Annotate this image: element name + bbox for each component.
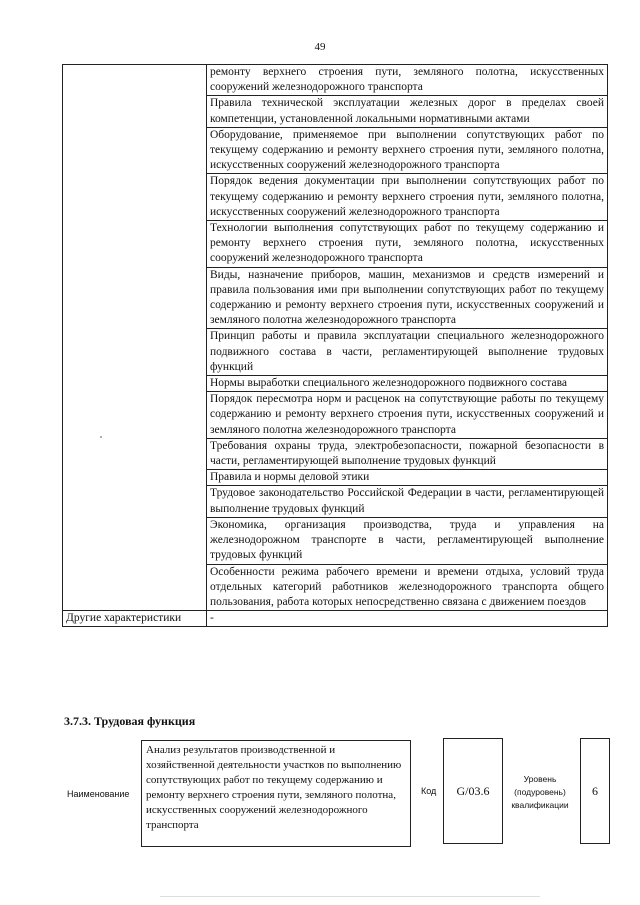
table-row-other	[63, 611, 608, 627]
table-cell: Трудовое законодательство Российской Федерации в части, регламентирующей выполнение трудовых функций	[207, 486, 608, 517]
name-value-box: Анализ результатов производственной и хозяйственной деятельности участков по выполнению сопутствующих работ по текущему содержанию и ремонту верхнего строения пути, земляного полотна, искусственных сооружений железнодорожного транспорта	[141, 740, 411, 847]
code-value-box	[443, 738, 503, 844]
scan-edge-line	[160, 896, 540, 897]
table-cell: Технологии выполнения сопутствующих работ по текущему содержанию и ремонту верхнего строения пути, земляного полотна, искусственных сооружений железнодорожного транспорта	[207, 221, 608, 268]
table-cell: Порядок ведения документации при выполнении сопутствующих работ по текущему содержанию и ремонту верхнего строения пути, земляного полотна, искусственных сооружений железнодорожного транспорта	[207, 174, 608, 221]
level-value: 6	[592, 783, 598, 798]
scan-dot	[100, 436, 102, 438]
table-cell: Экономика, организация производства, труда и управления на железнодорожном транспорте в части, регламентирующей выполнение трудовых функций	[207, 517, 608, 564]
table-cell: Принцип работы и правила эксплуатации специального железнодорожного подвижного состава в части, регламентирующей выполнение трудовых функций	[207, 329, 608, 376]
table-cell: Нормы выработки специального железнодорожного подвижного состава	[207, 376, 608, 392]
name-label: Наименование	[67, 789, 130, 799]
table-cell: Порядок пересмотра норм и расценок на сопутствующие работы по текущему содержанию и ремонту верхнего строения пути, искусственных сооружений и земляного полотна железнодорожного транспорта	[207, 392, 608, 439]
section-title: 3.7.3. Трудовая функция	[64, 714, 196, 728]
other-characteristics-label: Другие характеристики	[63, 611, 207, 627]
code-value: G/03.6	[456, 783, 490, 798]
other-characteristics-value: -	[207, 611, 608, 627]
page-number: 49	[314, 41, 326, 53]
table-cell: Оборудование, применяемое при выполнении сопутствующих работ по текущему содержанию и ремонту верхнего строения пути, земляного полотна, искусственных сооружений железнодорожного транспорта	[207, 127, 608, 174]
level-label: Уровень (подуровень) квалификации	[511, 774, 569, 810]
table-cell: Виды, назначение приборов, машин, механизмов и средств измерений и правила пользования ими при выполнении сопутствующих работ по текущему содержанию и ремонту верхнего строения пути, искусственных сооружений и земляного полотна железнодорожного транспорта	[207, 267, 608, 329]
table-cell: Правила и нормы деловой этики	[207, 470, 608, 486]
table-cell: ремонту верхнего строения пути, земляного полотна, искусственных сооружений железнодорожного транспорта	[207, 65, 608, 96]
knowledge-table	[62, 64, 608, 627]
table-cell: Особенности режима рабочего времени и времени отдыха, условий труда отдельных категорий работников железнодорожного транспорта общего пользования, работа которых непосредственно связана с движением поездов	[207, 564, 608, 611]
level-value-box	[580, 738, 610, 844]
table-left-cell	[63, 65, 207, 611]
table-cell: Требования охраны труда, электробезопасности, пожарной безопасности в части, регламентирующей выполнение трудовых функций	[207, 438, 608, 469]
table-cell: Правила технической эксплуатации железных дорог в пределах своей компетенции, установленной локальными нормативными актами	[207, 96, 608, 127]
code-label: Код	[421, 786, 437, 796]
table-row	[63, 65, 608, 96]
